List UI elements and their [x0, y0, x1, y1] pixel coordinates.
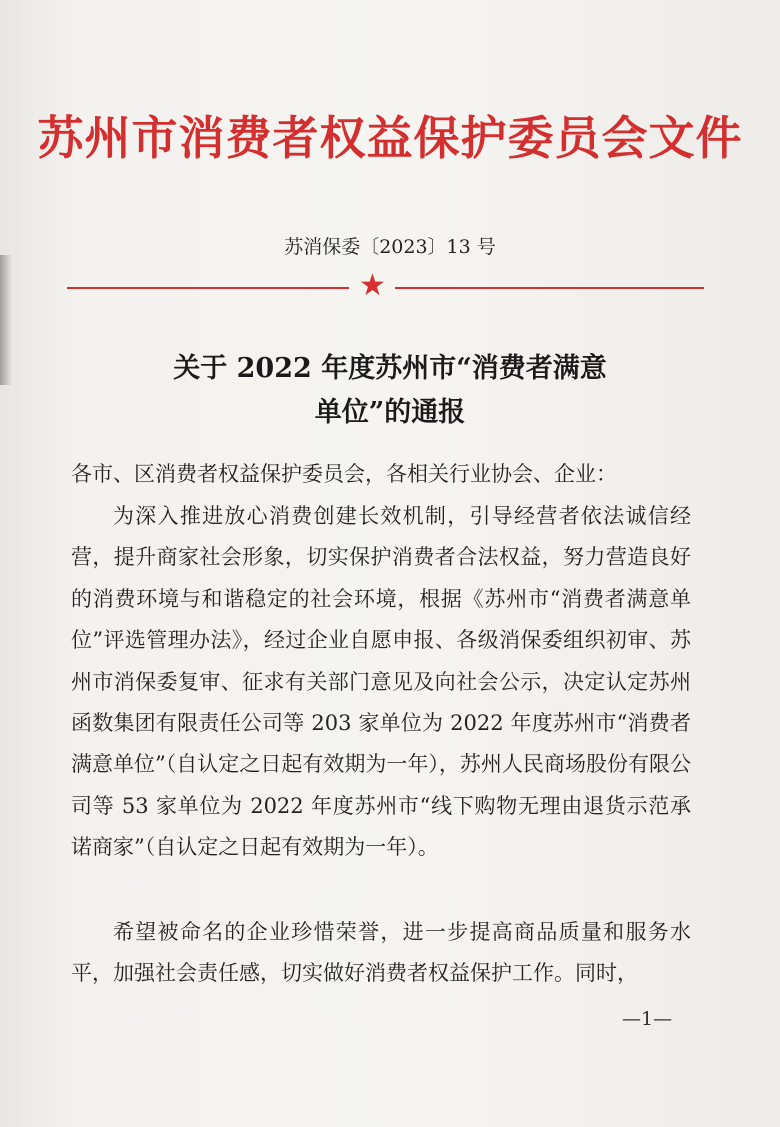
red-rule-left: [67, 287, 349, 289]
red-rule-right: [395, 287, 704, 289]
body-paragraph: 希望被命名的企业珍惜荣誉，进一步提高商品质量和服务水平，加强社会责任感，切实做好消费者权益保护工作。同时，: [71, 920, 691, 986]
body-paragraph: 为深入推进放心消费创建长效机制，引导经营者依法诚信经营，提升商家社会形象，切实保护消费者合法权益，努力营造良好的消费环境与和谐稳定的社会环境，根据《苏州市“消费者满意单位”评选管理办法》，经过企业自愿申报、各级消保委组织初审、苏州市消保委复审、征求有关部门意见及向社会公示，决定认定苏州函数集团有限责任公司等 203 家单位为 2022 年度苏州市“消费者满意单位”（自认定之日起有效期为一年），苏州人民商场股份有限公司等 53 家单位为 2022 年度苏州市“线下购物无理由退货示范承诺商家”（自认定之日起有效期为一年）。: [71, 504, 691, 860]
notice-title: [0, 347, 780, 435]
salutation: 各市、区消费者权益保护委员会，各相关行业协会、企业：: [71, 462, 617, 486]
notice-title-line: 关于 2022 年度苏州市“消费者满意: [173, 353, 607, 384]
star-icon: ★: [359, 268, 386, 303]
document-number: 苏消保委〔2023〕13 号: [284, 236, 496, 258]
document-header-title: 苏州市消费者权益保护委员会文件: [37, 111, 743, 165]
page-number: —1—: [622, 1008, 673, 1030]
notice-title-line: 单位”的通报: [314, 397, 466, 428]
